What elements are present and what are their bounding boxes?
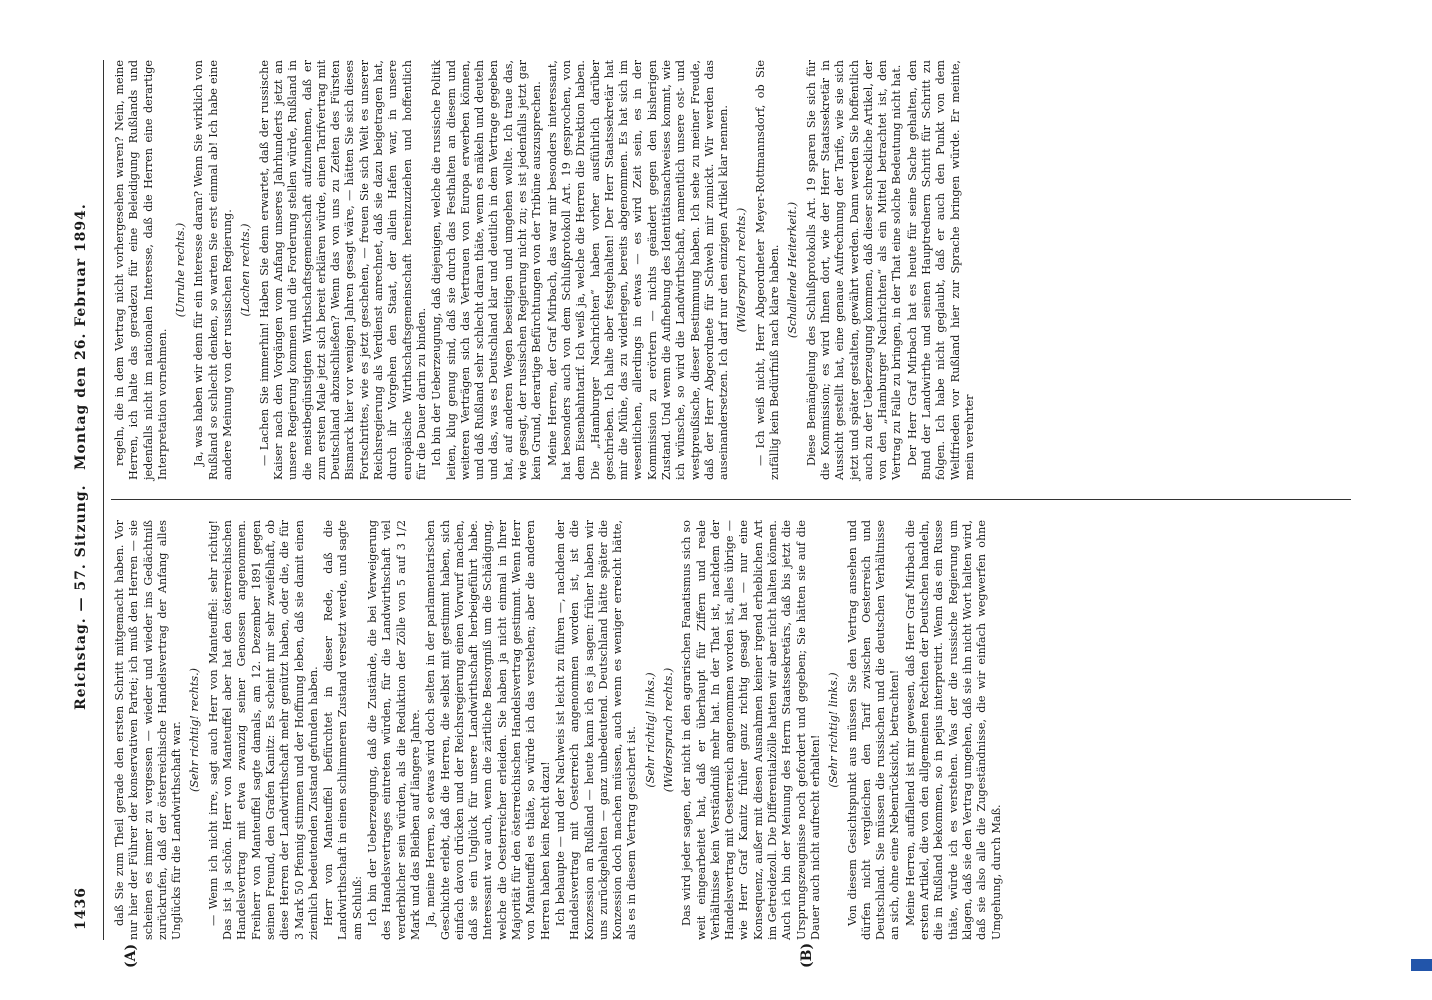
interjection: (Lachen rechts.) xyxy=(239,223,253,317)
rotated-scan-page xyxy=(61,30,1371,970)
paragraph: — Ich weiß nicht, Herr Abgeordneter Meyer-Rottmannsdorf, ob Sie zufällig kein Bedürfniß nach klare haben. xyxy=(753,60,782,480)
header-session: Reichstag. — 57. Sitzung. xyxy=(73,484,89,710)
page-number: 1436 xyxy=(73,887,89,930)
column-divider xyxy=(111,499,1351,500)
quote-paragraph: Ich bin der Ueberzeugung, daß die Zustände, die bei Verweigerung des Handelsvertrages eintreten würden, für die Landwirthschaft viel verderblicher sein würden, als die Reduktion der Zölle von 5 auf 3 1/2 Mark und das Bleiben auf längere Jahre. xyxy=(366,520,422,940)
paragraph: Der Herr Graf Mirbach hat es heute für seine Sache gehalten, den Bund der Landwirthe und seinen Hauptrednern Schritt für Schritt zu folgen. Ich habe nicht geglaubt, daß er auch den Punkt von dem Weltfrieden vor Rußland hier zur Sprache bringen würde. Er meinte, mein verehrter xyxy=(905,60,976,480)
header-date: Montag den 26. Februar 1894. xyxy=(73,203,89,470)
left-column xyxy=(113,520,1005,940)
dfg-logo xyxy=(1411,959,1432,971)
paragraph: — Wenn ich nicht irre, sagt auch Herr von Manteuffel: sehr richtig! Das ist ja schön. Herr von Manteuffel aber hat den österreichischen Handelsvertrag mit etwa zwanzig seiner Genossen angenommen. Freiherr von Manteuffel sagte damals, am 12. Dezember 1891 gegen seinen Freund, den Grafen Kanitz: Es scheint mir sehr zweifelhaft, ob diese Herren der Landwirthschaft mehr genützt haben, oder die, die für 3 Mark 50 Pfennig stimmen und der Hoffnung leben, daß sie damit einen ziemlich bedeutenden Zustand gefunden haben. xyxy=(206,520,320,940)
paragraph: — Lachen Sie immerhin! Haben Sie denn erwartet, daß der russische Kaiser nach den Vorgängen vom Anfang unseres Jahrhunderts jetzt an unsere Regierung kommen und die Forderung stellen würde, Rußland in die meistbegünstigten Wirthschaftsgemeinschaft aufzunehmen, daß er zum ersten Male jetzt sich bereit erklären würde, einen Tarifvertrag mit Deutschland abzuschließen? Wenn das von uns zu Zeiten des Fürsten Bismarck hier vor wenigen Jahren gesagt wäre, — hätten Sie sich dieses Fortschrittes, wie es jetzt geschehen, — freuen Sie sich Welt es unserer Reichsregierung als Verdienst anrechnet, daß sie dazu beigetragen hat, durch ihr Vorgehen den Staat, der allein Hafen war, in unsere europäische Wirthschaftsgemeinschaft hereinzuziehen und hoffentlich für die Dauer darin zu binden. xyxy=(257,60,428,480)
paragraph: Meine Herren, der Graf Mirbach, das war mir besonders interessant, hat besonders auch von dem Schlußprotokoll Art. 19 gesprochen, von dem Eisenbahntarif. Ich weiß ja, welche die Herren die Direktion haben. Die „Hamburger Nachrichten“ haben vorher ausführlich darüber geschrieben. Ich halte aber festgehalten! Der Herr Staatssekretär hat mir die Mühe, das zu widerlegen, bereits abgenommen. Es hat sich im wesentlichen, allerdings in etwas — es wird Zeit sein, es in der Kommission zu erörtern — nichts geändert gegen den bisherigen Zustand. Und wenn die Aufhebung des Identitätsnachweises kommt, wie ich wünsche, so wird die Landwirthschaft, namentlich unsere ost- und westpreußische, dieser Bestimmung haben. Ich sehe zu meiner Freude, daß der Herr Abgeordnete für Schweh mir zunickt. Wir werden das auseinandersetzen. Ich darf nur den einzigen Artikel klar nennen. xyxy=(545,60,731,480)
paragraph: Herr von Manteuffel befürchtet in dieser Rede, daß die Landwirthschaft in einen schlimmeren Zustand versetzt werde, und sagte am Schluß: xyxy=(322,520,364,940)
interjection: (Unruhe rechts.) xyxy=(174,222,188,318)
paragraph: Das wird jeder sagen, der nicht in den agrarischen Fanatismus sich so weit eingearbeitet hat, daß er überhaupt für Ziffern und reale Verhältnisse kein Verständniß mehr hat. In der That ist, nachdem der Handelsvertrag mit Oesterreich angenommen worden ist, alles übrige — wie Herr Graf Kanitz früher ganz richtig gesagt hat — nur eine Konsequenz, außer mit diesen Ausnahmen keiner irgend erheblichen Art im Getreidezoll. Die Differentialzölle hatten wir aber nicht halten können. Auch ich bin der Meinung des Herrn Staatssekretärs, daß bis jetzt die Ursprungszeugnisse noch gefordert und gegeben; Sie hätten sie auf die Dauer auch nicht aufrecht erhalten! xyxy=(680,520,822,940)
paragraph: Meine Herren, auffallend ist mir gewesen, daß Herr Graf Mirbach die ersten Artikel, die von den allgemeinen Rechten der Deutschen handeln, die in Rußland bekommen, so in pejus interpretirt. Wenn das ein Russe thäte, würde ich es verstehen. Was der die russische Regierung um klagen, daß sie den Vertrag umgehen, daß sie ihn nicht Wort halten wird, daß sie also alle die Zugeständnisse, die wir einfach wegwerfen ohne Umgehung, durch Maß. xyxy=(903,520,1003,940)
margin-marker-b: (B) xyxy=(799,942,815,968)
interjection: (Sehr richtig! links.) xyxy=(643,672,657,788)
right-column xyxy=(113,60,978,480)
paragraph: Ich behaupte — und der Nachweis ist leicht zu führen —, nachdem der Handelsvertrag mit Oesterreich angenommen worden ist, ist die Konzession an Rußland — heute kann ich es ja sagen: früher haben wir uns zurückgehalten — ganz unbedeutend. Deutschland hätte später die Konzession doch machen müssen, auch wenn es weniger erreicht hätte, als es in diesem Vertrag gesichert ist. xyxy=(553,520,639,940)
paragraph: Diese Bemängelung des Schlußprotokolls Art. 19 sparen Sie sich für die Kommission; es wird Ihnen dort, wie der Herr Staatssekretär in Aussicht gestellt hat, eine genaue Aufrechnung der Tarife, wie sie sich jetzt und später gestalten, gewährt werden. Dann werden Sie hoffentlich auch zu der Ueberzeugung kommen, daß dieser schreckliche Artikel, der von den „Hamburger Nachrichten“ als ein Mittel betrachtet ist, den Vertrag zu Falle zu bringen, in der That eine solche Bedeutung nicht hat. xyxy=(804,60,904,480)
page-header xyxy=(69,70,101,930)
paragraph: Von diesem Gesichtspunkt aus müssen Sie den Vertrag ansehen und dürfen nicht vergleichen den Tarif zwischen Oesterreich und Deutschland. Sie müssen die russischen und die deutschen Verhältnisse an sich, ohne eine Nebenrücksicht, betrachten! xyxy=(845,520,902,940)
paragraph: Ich bin der Ueberzeugung, daß diejenigen, welche die russische Politik leiten, klug genug sind, daß sie durch das Festhalten an diesem und weiteren Verträgen sich das Vertrauen von Europa erwerben können, und daß Rußland sehr schlecht daran thäte, wenn es mäkeln und deuteln und das, was es Deutschland klar und deutlich in dem Vertrage gegeben hat, auf anderen Wegen beseitigen und umgehen wollte. Ich traue das, wie gesagt, der russischen Regierung nicht zu; es ist jedenfalls jetzt gar kein Grund, derartige Befürchtungen von der Tribüne auszusprechen. xyxy=(430,60,544,480)
interjection: (Sehr richtig! rechts.) xyxy=(188,667,202,793)
interjection: (Widerspruch rechts.) xyxy=(661,667,675,793)
paragraph: Ja, meine Herren, so etwas wird doch selten in der parlamentarischen Geschichte erlebt, daß die Herren, die selbst mit gestimmt haben, sich einfach davon drücken und der Reichsregierung einen Vorwurf machen, daß sie ein Unglück für unsere Landwirthschaft herbeigeführt habe. Interessant war auch, wenn die zärtliche Besorgniß um die Schädigung, welche die Oesterreicher erleiden. Sie haben ja nicht einmal in Ihrer Majorität für den österreichischen Handelsvertrag gestimmt. Wenn Herr von Manteuffel es thäte, so würde ich das verstehen; aber die anderen Herren haben kein Recht dazu! xyxy=(424,520,552,940)
interjection: (Schallende Heiterkeit.) xyxy=(786,201,800,339)
header-rule xyxy=(103,60,104,940)
digitization-credit xyxy=(1404,18,1428,988)
paragraph: regeln, die in dem Vertrag nicht vorhergesehen waren? Nein, meine Herren, ich halte das geradezu für eine Beleidigung Rußlands und jedenfalls nicht im nationalen Interesse, daß die Herren eine derartige Interpretation vornehmen. xyxy=(113,60,169,480)
paragraph: daß Sie zum Theil gerade den ersten Schritt mitgemacht haben. Vor nur hier der Führer der konservativen Partei; ich muß den Herren — sie scheinen es immer zu vergessen — wieder und wieder ins Gedächtniß zurückrufen, daß der österreichische Handelsvertrag der Anfang alles Unglücks für die Landwirthschaft war. xyxy=(113,520,184,940)
paragraph: Ja, was haben wir denn für ein Interesse daran? Wenn Sie wirklich von Rußland so schlecht denken, so warten Sie erst einmal ab! Ich habe eine andere Meinung von der russischen Regierung. xyxy=(192,60,235,480)
interjection: (Widerspruch rechts.) xyxy=(735,207,749,333)
margin-marker-a: (A) xyxy=(123,943,139,968)
interjection: (Sehr richtig! links.) xyxy=(827,672,841,788)
